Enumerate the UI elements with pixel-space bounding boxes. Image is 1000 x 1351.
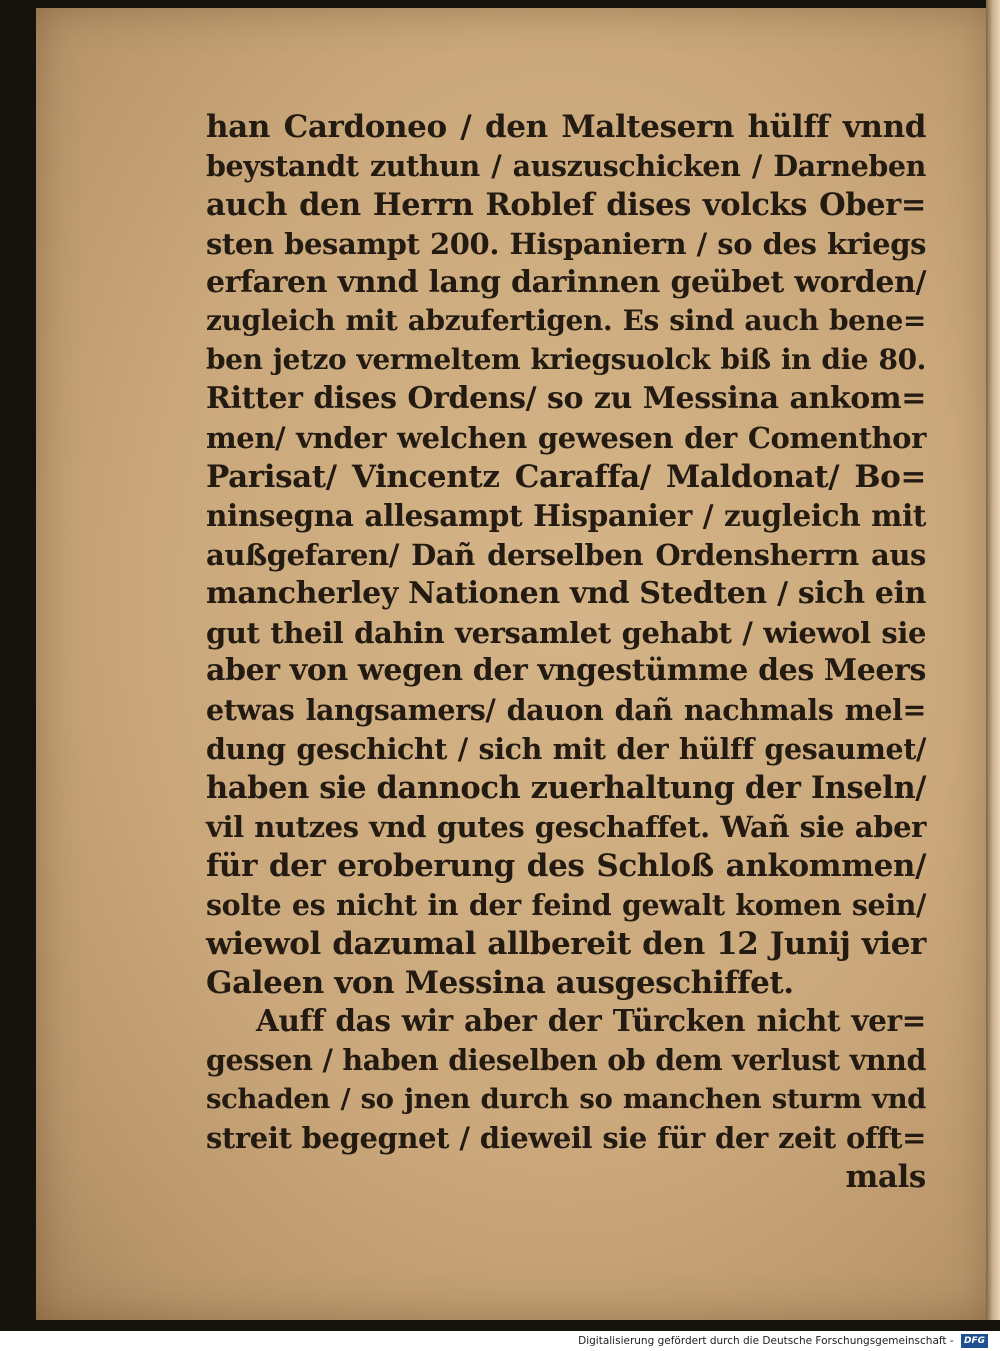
text-line: schaden / so jnen durch so manchen sturm vnd — [206, 1083, 926, 1116]
text-line: außgefaren/ Dañ derselben Ordensherrn aus — [206, 537, 926, 572]
text-line: Galeen von Messina ausgeschiffet. — [206, 964, 794, 1001]
page-text — [206, 108, 926, 1197]
text-line: wiewol dazumal allbereit den 12 Junij vier — [206, 925, 926, 962]
text-line: haben sie dannoch zuerhaltung der Inseln/ — [206, 770, 926, 807]
text-line: men/ vnder welchen gewesen der Comenthor — [206, 421, 926, 456]
book-page — [36, 8, 990, 1320]
text-line: zugleich mit abzufertigen. Es sind auch bene= — [206, 304, 926, 338]
text-line: dung geschicht / sich mit der hülff gesaumet/ — [206, 732, 926, 767]
text-line: aber von wegen der vngestümme des Meers — [206, 653, 926, 689]
text-line: auch den Herrn Roblef dises volcks Ober= — [206, 186, 926, 223]
text-line: Auff das wir aber der Türcken nicht ver= — [256, 1003, 926, 1039]
dfg-logo-icon: DFG — [961, 1334, 988, 1348]
text-line: beystandt zuthun / auszuschicken / Darneben — [206, 148, 926, 183]
catchword: mals — [845, 1159, 926, 1196]
text-line: mancherley Nationen vnd Stedten / sich ein — [206, 575, 926, 611]
text-line: vil nutzes vnd gutes geschaffet. Wañ sie aber — [206, 810, 926, 845]
text-line: etwas langsamers/ dauon dañ nachmals mel= — [206, 693, 926, 728]
text-line: gessen / haben dieselben ob dem verlust vnnd — [206, 1043, 926, 1078]
text-line: solte es nicht in der feind gewalt komen sein/ — [206, 887, 926, 922]
footer-bar — [0, 1331, 1000, 1351]
text-line: erfaren vnnd lang darinnen geübet worden/ — [206, 264, 926, 300]
text-line: ninsegna allesampt Hispanier / zugleich mit — [206, 497, 926, 533]
footer-credit: Digitalisierung gefördert durch die Deutsche Forschungsgemeinschaft - — [578, 1335, 954, 1347]
page-edge — [986, 0, 1000, 1320]
text-line: Parisat/ Vincentz Caraffa/ Maldonat/ Bo= — [206, 459, 926, 496]
text-line: für der eroberung des Schloß ankommen/ — [206, 847, 926, 884]
text-line: Ritter dises Ordens/ so zu Messina ankom= — [206, 381, 926, 417]
text-line: ben jetzo vermeltem kriegsuolck biß in die 80. — [206, 343, 926, 377]
text-line: han Cardoneo / den Maltesern hülff vnnd — [206, 109, 926, 145]
text-line: streit begegnet / dieweil sie für der zeit offt= — [206, 1121, 926, 1156]
text-line: sten besampt 200. Hispaniern / so des kriegs — [206, 226, 926, 261]
text-line: gut theil dahin versamlet gehabt / wiewol sie — [206, 615, 926, 650]
